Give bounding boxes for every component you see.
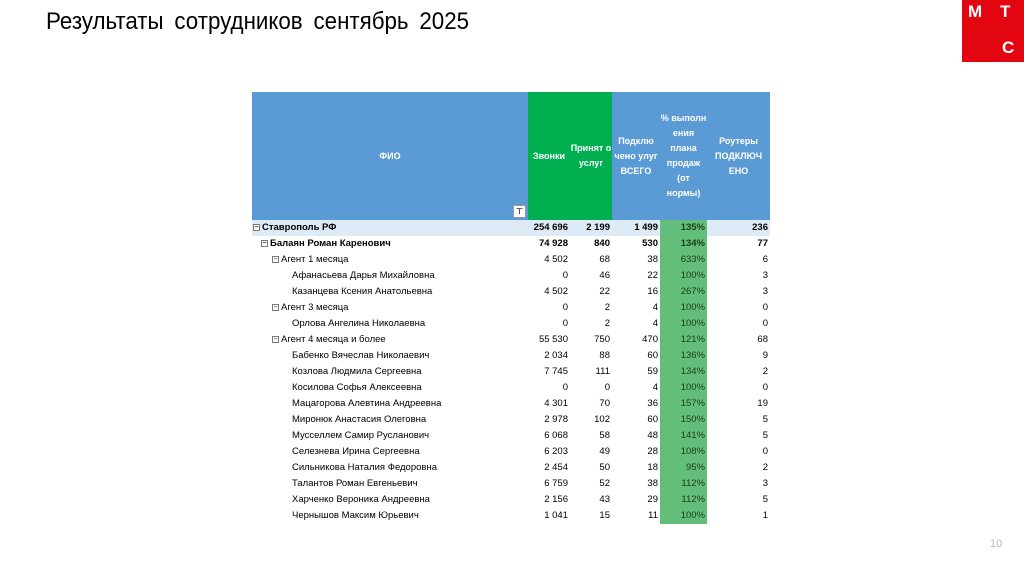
cell-routers: 2 [762, 366, 768, 377]
cell-routers: 6 [762, 254, 768, 265]
row-label: Агент 1 месяца [281, 254, 349, 265]
row-label: Козлова Людмила Сергеевна [292, 366, 422, 377]
row-label: Талантов Роман Евгеньевич [292, 478, 418, 489]
cell-connected: 530 [642, 238, 658, 249]
cell-pct: 134% [660, 364, 707, 380]
cell-accepted: 68 [599, 254, 610, 265]
cell-name [252, 348, 528, 364]
cell-accepted: 49 [599, 446, 610, 457]
cell-connected: 38 [647, 478, 658, 489]
cell-connected: 60 [647, 414, 658, 425]
cell-name [252, 428, 528, 444]
cell-calls: 6 759 [544, 478, 568, 489]
cell-name [252, 396, 528, 412]
table-row [252, 332, 770, 348]
cell-calls: 7 745 [544, 366, 568, 377]
cell-connected: 470 [642, 334, 658, 345]
cell-accepted: 2 [604, 318, 610, 329]
row-label: Косилова Софья Алексеевна [292, 382, 422, 393]
cell-accepted: 58 [599, 430, 610, 441]
cell-connected: 48 [647, 430, 658, 441]
table-row [252, 300, 770, 316]
table-row [252, 236, 770, 252]
cell-accepted: 2 [604, 302, 610, 313]
row-label: Мусселлем Самир Русланович [292, 430, 430, 441]
cell-routers: 236 [752, 222, 768, 233]
collapse-toggle-icon[interactable]: − [254, 223, 259, 231]
table-header [252, 92, 770, 220]
page-number: 10 [990, 538, 1003, 550]
cell-name [252, 460, 528, 476]
cell-pct: 108% [660, 444, 707, 460]
row-label: Агент 4 месяца и более [281, 334, 386, 345]
table-row [252, 460, 770, 476]
cell-connected: 4 [652, 382, 658, 393]
cell-name [252, 284, 528, 300]
collapse-toggle-icon[interactable]: − [273, 255, 278, 263]
cell-connected: 36 [647, 398, 658, 409]
cell-routers: 0 [762, 382, 768, 393]
cell-accepted: 111 [595, 366, 610, 377]
cell-accepted: 2 199 [586, 222, 610, 233]
cell-connected: 38 [647, 254, 658, 265]
table-row [252, 396, 770, 412]
cell-routers: 3 [762, 270, 768, 281]
cell-calls: 0 [562, 318, 568, 329]
cell-name [252, 300, 528, 316]
cell-calls: 0 [562, 302, 568, 313]
cell-pct: 267% [660, 284, 707, 300]
table-row [252, 380, 770, 396]
row-label: Чернышов Максим Юрьевич [292, 510, 419, 521]
cell-accepted: 50 [599, 462, 610, 473]
cell-pct: 112% [660, 492, 707, 508]
row-label: Мацагорова Алевтина Андреевна [292, 398, 442, 409]
logo-letter-m: М [968, 2, 983, 21]
cell-accepted: 43 [599, 494, 610, 505]
cell-connected: 4 [652, 318, 658, 329]
cell-calls: 2 454 [544, 462, 568, 473]
cell-accepted: 88 [599, 350, 610, 361]
logo-letter-c: С [1002, 38, 1015, 57]
cell-name [252, 380, 528, 396]
row-label: Балаян Роман Каренович [270, 238, 391, 249]
cell-pct: 100% [660, 380, 707, 396]
table-row [252, 428, 770, 444]
cell-routers: 77 [757, 238, 768, 249]
cell-pct: 100% [660, 508, 707, 524]
cell-routers: 5 [762, 414, 768, 425]
cell-name [252, 444, 528, 460]
cell-calls: 74 928 [538, 238, 568, 249]
row-label: Агент 3 месяца [281, 302, 349, 313]
table-row [252, 444, 770, 460]
table-row [252, 492, 770, 508]
slide-title: Результаты сотрудников сентябрь 2025 [46, 8, 470, 35]
cell-connected: 29 [647, 494, 658, 505]
row-label: Бабенко Вячеслав Николаевич [292, 350, 430, 361]
cell-pct: 100% [660, 300, 707, 316]
cell-routers: 0 [762, 446, 768, 457]
cell-name [252, 332, 528, 348]
cell-name [252, 316, 528, 332]
header-connected: Подклю чено улуг ВСЕГО [612, 92, 660, 220]
cell-pct: 95% [660, 460, 707, 476]
cell-accepted: 840 [594, 238, 610, 249]
cell-name [252, 412, 528, 428]
table-row [252, 476, 770, 492]
cell-name [252, 364, 528, 380]
cell-pct: 150% [660, 412, 707, 428]
cell-accepted: 15 [599, 510, 610, 521]
cell-pct: 112% [660, 476, 707, 492]
cell-calls: 55 530 [538, 334, 568, 345]
header-pct: % выполн ения плана продаж (от нормы) [660, 92, 707, 220]
cell-accepted: 0 [604, 382, 610, 393]
cell-name [252, 492, 528, 508]
cell-calls: 4 502 [544, 286, 568, 297]
cell-connected: 11 [648, 510, 658, 521]
cell-routers: 0 [762, 318, 768, 329]
cell-connected: 1 499 [634, 222, 658, 233]
collapse-toggle-icon[interactable]: − [273, 335, 278, 343]
cell-pct: 633% [660, 252, 707, 268]
cell-name [252, 476, 528, 492]
cell-calls: 254 696 [533, 222, 568, 233]
cell-name [252, 236, 528, 252]
row-label: Харченко Вероника Андреевна [292, 494, 430, 505]
collapse-toggle-icon[interactable]: − [273, 303, 278, 311]
cell-connected: 60 [647, 350, 658, 361]
cell-connected: 22 [647, 270, 658, 281]
cell-calls: 6 068 [544, 430, 568, 441]
cell-calls: 2 156 [544, 494, 568, 505]
cell-accepted: 52 [599, 478, 610, 489]
table-body [252, 220, 770, 524]
row-label: Сильникова Наталия Федоровна [292, 462, 437, 473]
cell-accepted: 102 [594, 414, 610, 425]
cell-connected: 16 [647, 286, 658, 297]
cell-connected: 4 [652, 302, 658, 313]
table-row [252, 252, 770, 268]
cell-routers: 9 [762, 350, 768, 361]
cell-name [252, 508, 528, 524]
mts-logo [962, 0, 1024, 62]
cell-pct: 121% [660, 332, 707, 348]
cell-name [252, 268, 528, 284]
cell-name [252, 252, 528, 268]
cell-pct: 157% [660, 396, 707, 412]
table-row [252, 316, 770, 332]
cell-calls: 1 041 [544, 510, 568, 521]
table-row [252, 220, 770, 236]
cell-calls: 0 [562, 382, 568, 393]
cell-calls: 4 301 [544, 398, 568, 409]
cell-pct: 136% [660, 348, 707, 364]
table-row [252, 508, 770, 524]
cell-calls: 4 502 [544, 254, 568, 265]
filter-icon[interactable]: ⊤ [513, 205, 526, 218]
row-label: Миронюк Анастасия Олеговна [292, 414, 427, 425]
cell-pct: 135% [660, 220, 707, 236]
cell-connected: 18 [647, 462, 658, 473]
row-label: Ставрополь РФ [262, 222, 337, 233]
cell-accepted: 750 [594, 334, 610, 345]
cell-pct: 100% [660, 268, 707, 284]
cell-calls: 6 203 [544, 446, 568, 457]
table-row [252, 268, 770, 284]
header-fio: ФИО ⊤ [252, 92, 528, 220]
cell-accepted: 46 [599, 270, 610, 281]
cell-calls: 2 034 [544, 350, 568, 361]
cell-calls: 0 [562, 270, 568, 281]
cell-routers: 68 [757, 334, 768, 345]
cell-routers: 3 [762, 478, 768, 489]
logo-letter-t: Т [1000, 2, 1011, 21]
pivot-table [252, 92, 770, 524]
cell-pct: 134% [660, 236, 707, 252]
cell-routers: 3 [762, 286, 768, 297]
header-accepted: Принят о услуг [570, 92, 612, 220]
cell-connected: 28 [647, 446, 658, 457]
table-row [252, 348, 770, 364]
row-label: Селезнева Ирина Сергеевна [292, 446, 420, 457]
cell-routers: 5 [762, 430, 768, 441]
header-routers: Роутеры ПОДКЛЮЧ ЕНО [707, 92, 770, 220]
header-calls: Звонки [528, 92, 570, 220]
cell-calls: 2 978 [544, 414, 568, 425]
row-label: Казанцева Ксения Анатольевна [292, 286, 433, 297]
cell-name [252, 220, 528, 236]
cell-routers: 0 [762, 302, 768, 313]
cell-pct: 100% [660, 316, 707, 332]
cell-routers: 1 [762, 510, 768, 521]
row-label: Афанасьева Дарья Михайловна [292, 270, 435, 281]
cell-pct: 141% [660, 428, 707, 444]
table-row [252, 412, 770, 428]
collapse-toggle-icon[interactable]: − [262, 239, 267, 247]
cell-connected: 59 [647, 366, 658, 377]
table-row [252, 284, 770, 300]
cell-accepted: 70 [599, 398, 610, 409]
cell-routers: 2 [762, 462, 768, 473]
cell-accepted: 22 [599, 286, 610, 297]
row-label: Орлова Ангелина Николаевна [292, 318, 426, 329]
cell-routers: 19 [757, 398, 768, 409]
cell-routers: 5 [762, 494, 768, 505]
table-row [252, 364, 770, 380]
